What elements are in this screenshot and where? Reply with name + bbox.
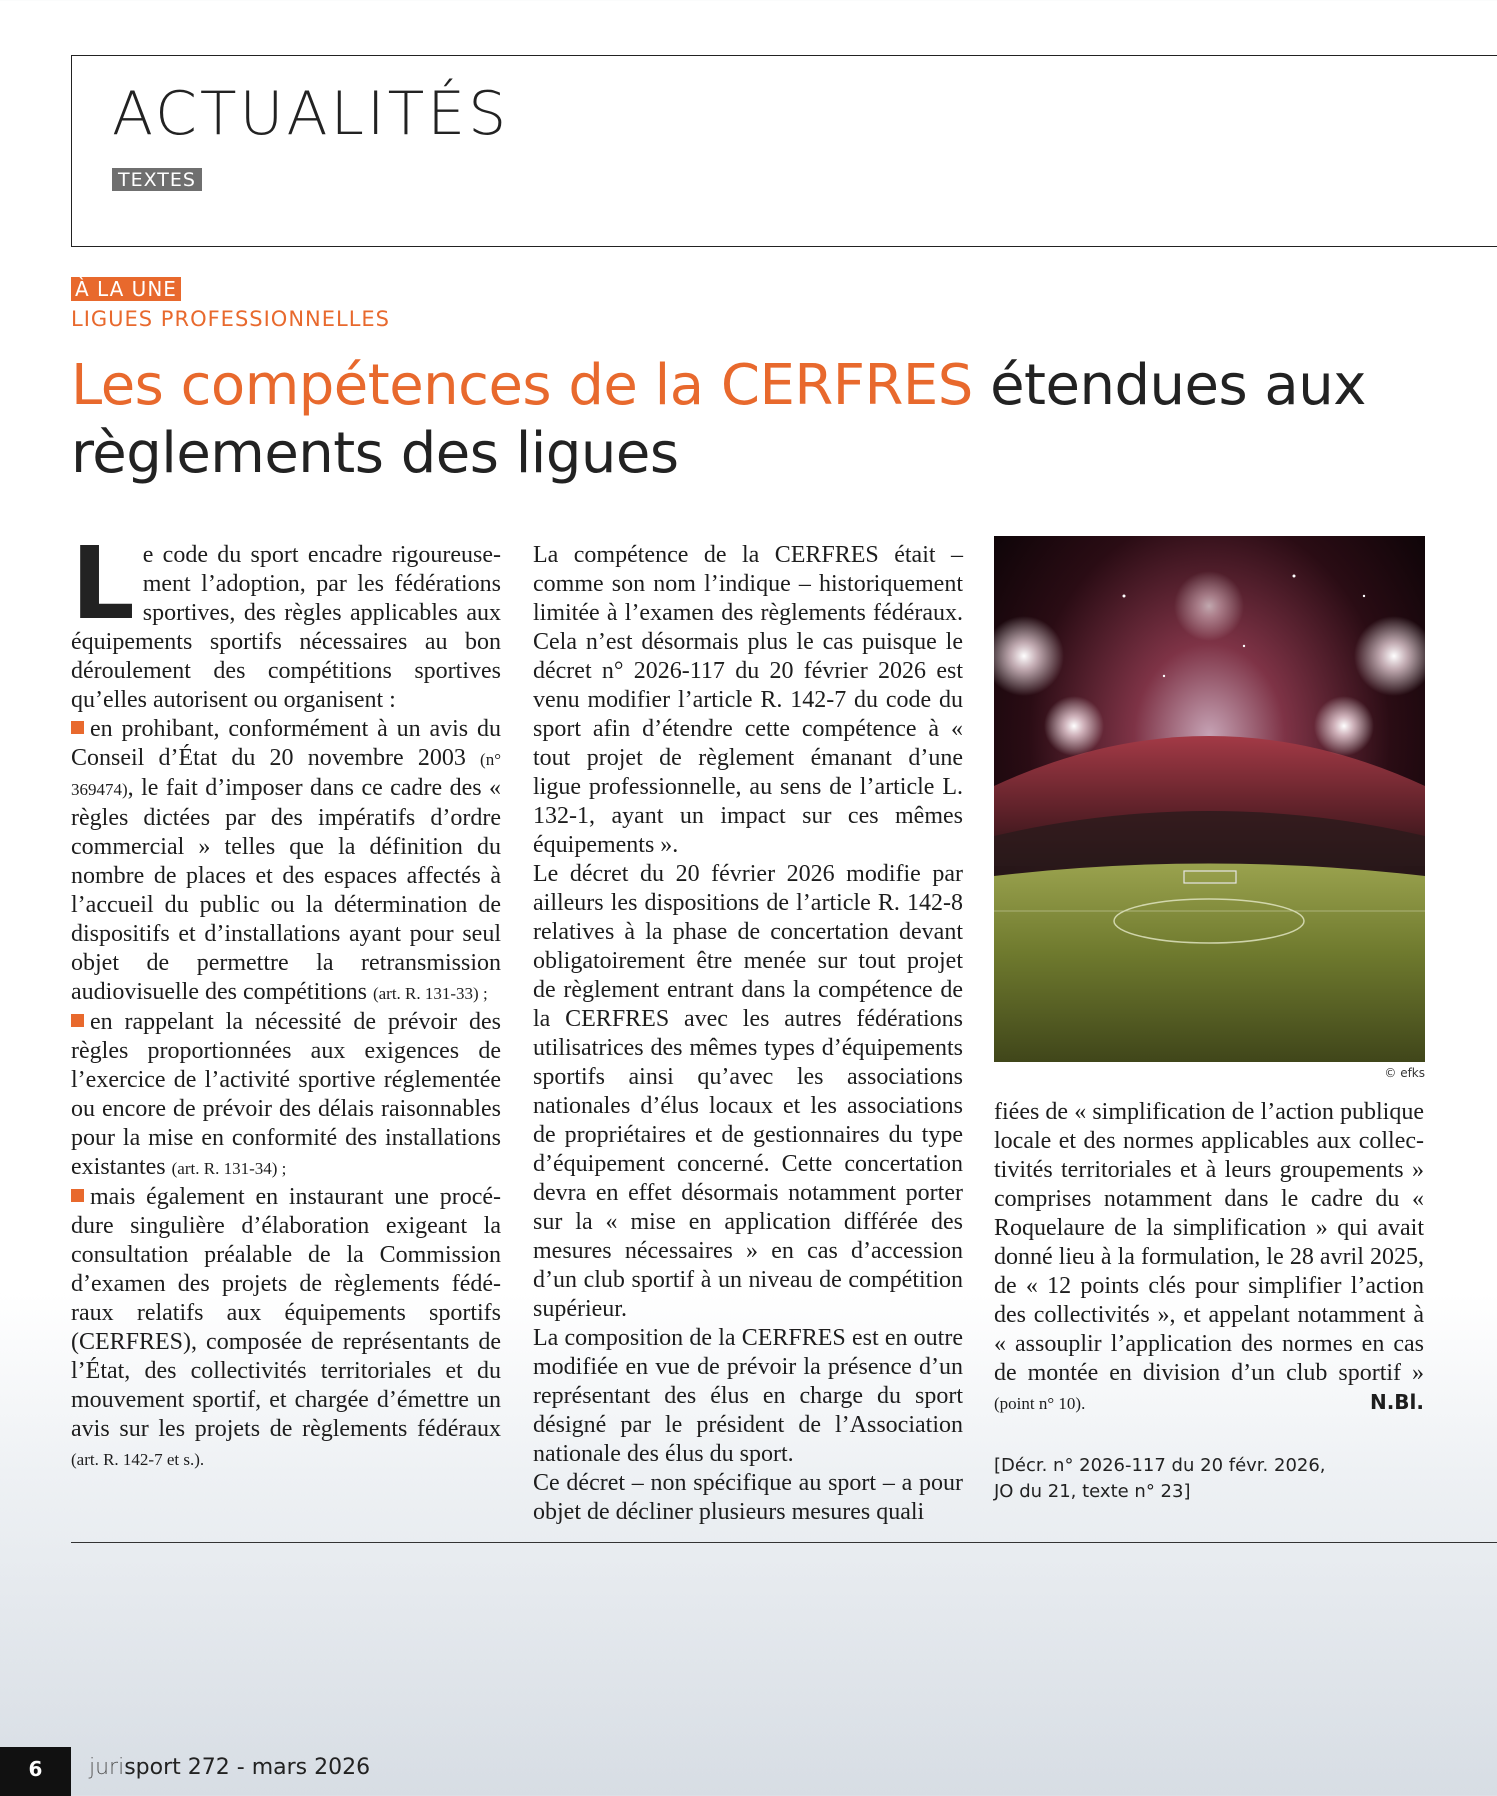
bullet-item-1: [71, 715, 501, 1008]
bullet-item-3: [71, 1183, 501, 1474]
headline-accent: Les compétences de la CERFRES: [71, 353, 973, 418]
stadium-photo: [994, 536, 1425, 1062]
col3-text: fiées de « simplification de l’action publique locale et des normes applicables aux collectivités territoriales et à leurs groupements » comprises notamment dans le cadre du « Roquelaure de la simplification » qui avait donné lieu à la formulation, le 28 avril 2025, de « 12 points clés pour simplifier l’action des collectivités », et appelant notamment à « assouplir l’application des normes en cas de montée en division d’un club sportif »: [994, 1099, 1424, 1386]
brand-sport: sport: [124, 1755, 181, 1780]
bullet-1-ref: (n° 369474): [71, 750, 501, 799]
bullet-3-ref: (art. R. 142-7 et s.).: [71, 1450, 205, 1469]
stadium-illustration: [994, 536, 1425, 1062]
article-column-1: [71, 525, 501, 1474]
kicker-label: LIGUES PROFESSIONNELLES: [71, 307, 391, 331]
section-tag: TEXTES: [112, 168, 202, 191]
bullet-3-text: mais également en instaurant une procédure singulière d’élaboration exigeant la consultation préalable de la Commission d’examen des projets de règlements fédéraux relatifs aux équipements sportifs (CERFRES), composée de représentants de l’État, des collectivités territoriales et du mouvement sportif, et chargée d’émettre un avis sur les projets de règlements fédéraux: [71, 1184, 501, 1442]
article-column-3: [994, 1098, 1424, 1418]
square-bullet-icon: [71, 721, 84, 734]
issue-info: 272 - mars 2026: [180, 1755, 371, 1780]
square-bullet-icon: [71, 1189, 84, 1202]
bullet-1-text-cont: , le fait d’imposer dans ce cadre des « règles dictées par des impératifs d’ordre commercial » telles que la définition du nombre de places et des espaces affectés à l’accueil du public ou la détermination de dispositifs et d’installations ayant pour seul objet de permettre la retransmission audiovisuelle des compétitions: [71, 775, 501, 1005]
article-headline: [71, 352, 1401, 488]
col3-paragraph: [994, 1098, 1424, 1418]
bullet-2-text: en rappelant la nécessité de prévoir des règles proportionnées aux exigences de l’exercice de l’activité sportive réglementée ou encore de prévoir des délais raisonnables pour la mise en conformité des installations existantes: [71, 1009, 501, 1180]
reference-line-1: [Décr. n° 2026-117 du 20 févr. 2026,: [994, 1455, 1326, 1476]
author-signature: N.Bl.: [1369, 1390, 1424, 1414]
brand-juri: juri: [89, 1755, 125, 1780]
col2-paragraph-3: La composition de la CERFRES est en outre modifiée en vue de prévoir la présence d’un représentant des élus en charge du sport désigné par le président de l’Association nationale des élus du sport.: [533, 1325, 963, 1467]
footer-divider: [71, 1542, 1497, 1543]
col2-paragraph-1: La compétence de la CERFRES était – comme son nom l’indique – historiquement limitée à l’examen des règlements fédéraux. Cela n’est désormais plus le cas puisque le décret n° 2026-117 du 20 février 2026 est venu modifier l’article R. 142-7 du code du sport afin d’étendre cette compétence à « tout projet de règlement émanant d’une ligue professionnelle, au sens de l’article L. 132-1, ayant un impact sur ces mêmes équipements ».: [533, 542, 963, 858]
bullet-1-text: en prohibant, conformément à un avis du Conseil d’État du 20 novembre 2003: [71, 716, 501, 771]
reference-line-2: JO du 21, texte n° 23]: [994, 1481, 1191, 1502]
col3-ref: (point n° 10).: [994, 1394, 1086, 1413]
kicker-badge: À LA UNE: [71, 277, 181, 301]
publication-footer: [89, 1755, 370, 1780]
bullet-1-ref-2: (art. R. 131-33) ;: [372, 984, 488, 1003]
bullet-item-2: [71, 1008, 501, 1183]
legal-reference: [994, 1453, 1424, 1505]
article-column-2: [533, 541, 963, 1527]
bullet-2-ref: (art. R. 131-34) ;: [171, 1159, 287, 1178]
intro-paragraph: [71, 525, 501, 715]
col2-paragraph-2: Le décret du 20 février 2026 modifie par ailleurs les dispositions de l’article R. 142-8 relatives à la phase de concertation devant obligatoirement être menée sur tout projet de règlement entrant dans la compétence de la CERFRES avec les autres fédérations utilisatrices des mêmes types d’équipements sportifs ainsi qu’avec les associations nationales d’élus locaux et les associations de propriétaires et de gestionnaires du type d’équipement concerné. Cette concertation devra en effet désormais notamment porter sur la « mise en application différée des mesures nécessaires » en cas d’accession d’un club sportif à un niveau de compétition supérieur.: [533, 861, 963, 1322]
page-number: 6: [0, 1747, 71, 1796]
section-header: [71, 55, 1497, 247]
section-title: ACTUALITÉS: [112, 79, 510, 149]
square-bullet-icon: [71, 1014, 84, 1027]
col2-paragraph-4: Ce décret – non spécifique au sport – a pour objet de décliner plusieurs mesures quali: [533, 1470, 963, 1525]
dropcap: L: [71, 525, 135, 642]
headline-rest: étendues aux règlements des ligues: [71, 353, 1366, 486]
photo-credit: © efks: [1384, 1066, 1425, 1080]
intro-text: e code du sport encadre rigoureusement l’adoption, par les fédérations sportives, des règles applicables aux équipements sportifs nécessaires au bon déroulement des compétitions sportives qu’elles autorisent ou organisent :: [71, 542, 501, 713]
